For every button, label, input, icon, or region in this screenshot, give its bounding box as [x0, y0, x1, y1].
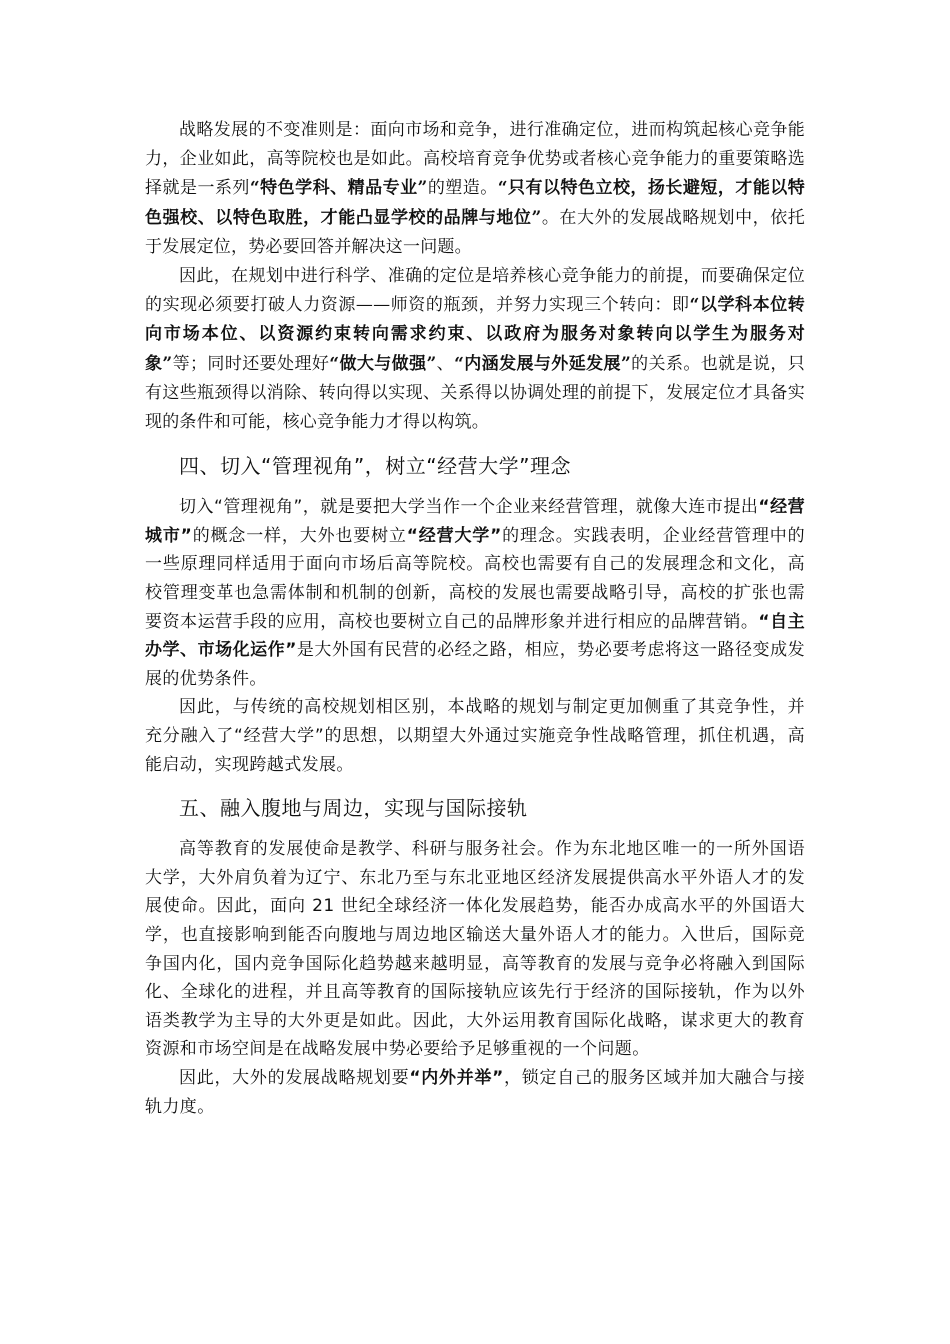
text-run: 等；同时还要处理好 — [172, 353, 330, 374]
bold-phrase: “以学科本位转向市场本位、以资源约束转向需求约束、以政府为服务对象转向以学生为服务对象” — [145, 295, 805, 374]
paragraph-strategy-principle — [145, 116, 805, 262]
paragraph-internal-external — [145, 1064, 805, 1121]
section-heading-5: 五、融入腹地与周边，实现与国际接轨 — [179, 796, 528, 821]
text-run: 的概念一样，大外也要树立 — [192, 525, 407, 546]
paragraph-competitive-strategy: 因此，与传统的高校规划相区别，本战略的规划与制定更加侧重了其竞争性，并充分融入了“经营大学”的思想，以期望大外通过实施竞争性战略管理，抓住机遇，高能启动，实现跨越式发展。 — [145, 697, 805, 775]
text-run: 战略发展的不变准则是：面向市场和竞争，进行准确定位，进而构筑起核心竞争能力，企业如此，高等院校也是如此。高校培育竞争优势或者核心竞争能力的重要策略选择就是一系列 — [145, 120, 805, 199]
bold-phrase: “做大与做强” — [329, 353, 437, 374]
text-run: 的关系。也就是说，只有这些瓶颈得以消除、转向得以实现、关系得以协调处理的前提下，发展定位才具备实现的条件和可能，核心竞争能力才得以构筑。 — [145, 353, 805, 433]
text-run: 的理念。实践表明，企业经营管理中的一些原理同样适用于面向市场后高等院校。高校也需要有自己的发展理念和文化，高校管理变革也急需体制和机制的创新，高校的发展也需要战略引导，高校的扩张也需要资本运营手段的应用，高校也要树立自己的品牌形象并进行相应的品牌营销。 — [145, 525, 805, 632]
paragraph-positioning — [145, 262, 805, 437]
paragraph-management-view — [145, 493, 805, 693]
text-run: ，锁定自己的服务区域并加大融合与接轨力度。 — [145, 1067, 805, 1117]
text-run: 。在大外的发展战略规划中，依托于发展定位，势必要回答并解决这一问题。 — [145, 207, 806, 257]
paragraph-education-mission: 高等教育的发展使命是教学、科研与服务社会。作为东北地区唯一的一所外国语大学，大外肩负着为辽宁、东北乃至与东北亚地区经济发展提供高水平外语人才的发展使命。因此，面向 21 世纪全球经济一体化发展趋势，能否办成高水平的外国语大学，也直接影响到能否向腹地与周边地区输送大量外语人才的能力。入世后，国际竞争国内化，国内竞争国际化趋势越来越明显，高等教育的发展与竞争必将融入到国际化、全球化的进程，并且高等教育的国际接轨应该先行于经济的国际接轨，作为以外语类教学为主导的大外更是如此。因此，大外运用教育国际化战略，谋求更大的教育资源和市场空间是在战略发展中势必要给予足够重视的一个问题。 — [145, 839, 805, 1060]
text-run: 因此，大外的发展战略规划要 — [179, 1067, 410, 1088]
bold-phrase: “经营城市” — [145, 497, 805, 546]
text-run: 因此，在规划中进行科学、准确的定位是培养核心竞争能力的前提，而要确保定位的实现必须要打破人力资源——师资的瓶颈，并努力实现三个转向：即 — [145, 266, 805, 316]
text-run: 的塑造。 — [427, 178, 498, 199]
bold-phrase: “特色学科、精品专业” — [249, 178, 428, 199]
text-run: 切入“管理视角”，就是要把大学当作一个企业来经营管理，就像大连市提出 — [179, 497, 759, 518]
bold-phrase: “内外并举” — [409, 1067, 504, 1088]
text-run: 是大外国有民营的必经之路，相应，势必要考虑将这一路径变成发展的优势条件。 — [145, 640, 805, 689]
document-page — [145, 116, 805, 1121]
bold-phrase: “经营大学” — [406, 525, 502, 546]
bold-phrase: “内涵发展与外延发展” — [454, 353, 631, 374]
text-run: 、 — [436, 353, 455, 374]
section-heading-4: 四、切入“管理视角”，树立“经营大学”理念 — [179, 454, 571, 479]
bold-phrase: “自主办学、市场化运作” — [145, 611, 805, 661]
bold-phrase: “只有以特色立校，扬长避短，才能以特色强校、以特色取胜，才能凸显学校的品牌与地位” — [145, 178, 805, 228]
